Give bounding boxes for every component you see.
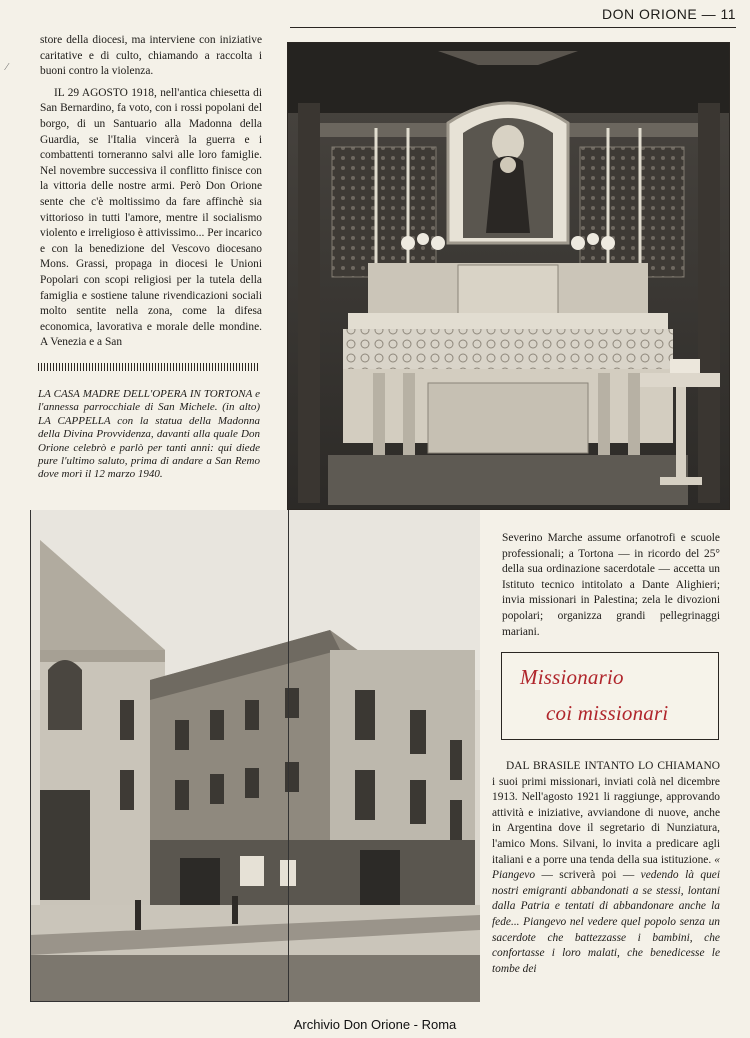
right-column-bottom	[492, 759, 720, 977]
casa-madre-illustration	[30, 510, 480, 1002]
quote-text: vedendo là quei nostri emigranti abbandonati a se stessi, lontani dalla Patria e tentati di abbandonare anche la fede... Piangevo nel vedere quel popolo senza un sacerdote che battezzasse i bambini, che confortasse i loro malati, che benedicesse le tombe dei	[492, 869, 720, 975]
left-paragraph-1: store della diocesi, ma interviene con iniziative caritative e di culto, chiamando a raccolta i buoni contro la violenza.	[40, 34, 262, 78]
margin-mark: ⁄	[6, 62, 8, 73]
paragraph-lead: DAL BRASILE INTANTO LO CHIAMANO	[506, 760, 720, 772]
archive-footer: Archivio Don Orione - Roma	[293, 1017, 457, 1032]
section-title-line-1: Missionario	[520, 665, 624, 689]
right-paragraph-1: Severino Marche assume orfanotrofi e scuole professionali; a Tortona — in ricordo del 25° della sua ordinazione sacerdotale — accetta un Istituto tecnico intitolato a Dante Alighieri; invia missionari in Palestina; zela le divozioni popolari; organizza grandi pellegrinaggi mariani.	[502, 532, 720, 638]
chapel-photo	[287, 42, 730, 510]
header-rule	[290, 27, 736, 28]
left-paragraph-2: IL 29 AGOSTO 1918, nell'antica chiesetta di San Bernardino, fa voto, con i rossi popolani del borgo, di un Santuario alla Madonna della Guardia, se l'Italia vincerà la guerra e i combattenti torneranno salvi alle loro famiglie. Nel novembre successiva il conflitto finisce con la vittoria delle nostre armi. Però Don Orione sente che c'è moltissimo da fare affinchè sia vittorioso in tutti l'amore, mentre il socialismo violento e irreligioso è attivissimo... Per incarico e con la benedizione del Vescovo diocesano Mons. Grassi, propaga in diocesi le Unioni Popolari con scopi religiosi per la tutela della famiglia e sostiene talune rivendicazioni sociali molto sentite nella zona, come la difesa economica, lavorativa e morale delle mondine. A Venezia e a San	[40, 86, 262, 349]
photo-caption: LA CASA MADRE DELL'OPERA IN TORTONA e l'annessa parrocchiale di San Michele. (in alto) LA CAPPELLA con la statua della Madonna della Divina Provvidenza, davanti alla quale Don Orione celebrò e parlò per tanti anni: qui diede pure l'ultimo saluto, prima di andare a San Remo dove morì il 12 marzo 1940.	[38, 388, 260, 481]
right-column-top	[502, 531, 720, 640]
right-paragraph-2	[492, 759, 720, 977]
running-head: DON ORIONE — 11	[601, 6, 736, 22]
section-title-box	[501, 652, 719, 740]
building-photo	[30, 510, 480, 1002]
left-column	[40, 33, 262, 351]
paragraph-body: i suoi primi missionari, inviati colà nel dicembre 1913. Nell'agosto 1921 li raggiunge, approvando attività e iniziative, avviandone di nuove, anche in Argentina dove il segretario di Nunziatura, l'amico Mons. Silvani, lo invita a predicare agli italiani e a porre una tenda della sua istituzione.	[492, 775, 720, 866]
section-title-line-2: coi missionari	[546, 701, 669, 725]
quote-attribution: — scriverà poi —	[535, 869, 641, 882]
quote-intro: « Piangevo	[492, 853, 720, 882]
hatched-divider	[38, 363, 258, 371]
chapel-altar-illustration	[288, 43, 729, 509]
